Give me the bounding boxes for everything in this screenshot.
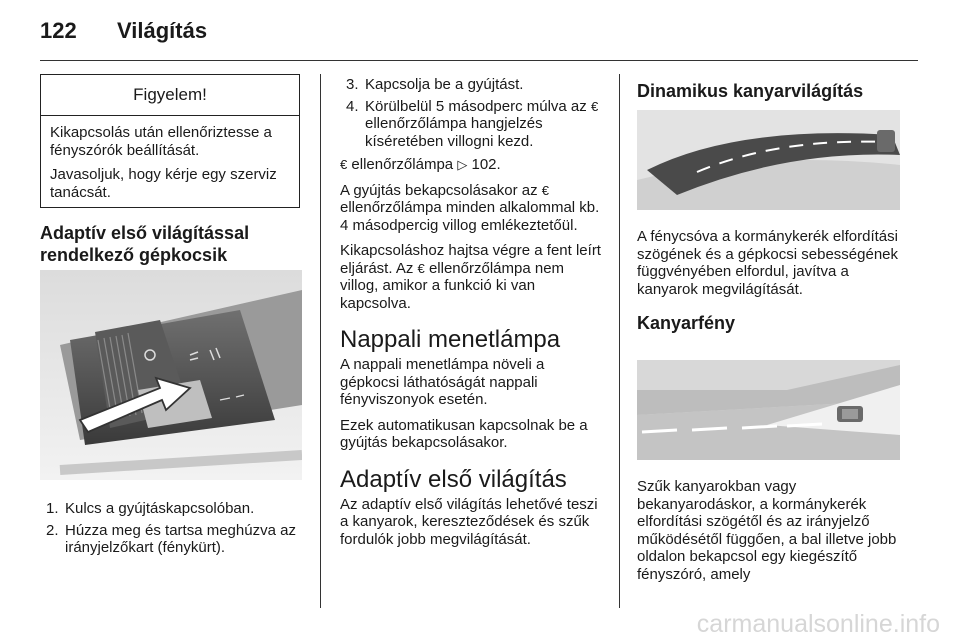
headlamp-symbol-icon: €	[417, 260, 425, 276]
step-text: ellenőrzőlámpa hangjelzés kíséretében villogni kezd.	[365, 115, 543, 150]
headlamp-symbol-icon: €	[541, 182, 550, 198]
turn-signal-stalk-image	[40, 270, 302, 480]
section-heading-corner: Kanyarfény	[637, 313, 736, 333]
section-heading-daytime: Nappali menetlámpa	[340, 326, 561, 353]
list-item	[340, 98, 606, 151]
page-reference-arrow-icon: ▷	[457, 157, 468, 172]
list-item	[40, 522, 302, 557]
paragraph: A nappali menetlámpa növeli a gépkocsi láthatóságát nappali fényviszonyok esetén.	[340, 356, 545, 408]
watermark: carmanualsonline.info	[696, 610, 940, 638]
step-number: 4.	[346, 97, 359, 115]
step-text: Húzza meg és tartsa meghúzva az irányjelzőkart (fénykürt).	[65, 521, 296, 556]
column-divider-1	[320, 74, 321, 608]
step-text: Kapcsolja be a gyújtást.	[365, 76, 524, 93]
stalk-illustration	[40, 270, 302, 480]
list-item	[340, 76, 606, 94]
step-text: Kulcs a gyújtáskapcsolóban.	[65, 500, 255, 517]
warning-box	[40, 74, 300, 208]
step-number: 1.	[46, 500, 59, 517]
paragraph: Kikapcsoláshoz hajtsa végre a fent leírt eljárást. Az € ellenőrzőlámpa nem villog, amikor a funkció ki van kapcsolva.	[340, 242, 601, 312]
headlamp-symbol-icon: €	[590, 98, 599, 114]
section-heading-afl: Adaptív első világítás	[340, 465, 567, 493]
section-title: Világítás	[117, 18, 208, 43]
list-item	[40, 500, 302, 518]
step-text: Körülbelül 5 másodperc múlva az	[365, 97, 587, 115]
paragraph: Az adaptív első világítás lehetővé teszi a kanyarok, kereszteződések és szűk fordulók jobb megvilágítását.	[340, 495, 598, 548]
warning-paragraph: Kikapcsolás után ellenőriztesse a fényszórók beállítását.	[50, 124, 272, 159]
header-rule	[40, 60, 918, 61]
page-number: 122	[40, 18, 77, 43]
reference-line: € ellenőrzőlámpa ▷ 102.	[340, 156, 501, 173]
step-number: 3.	[346, 76, 359, 93]
cornering-light-illustration	[637, 360, 900, 460]
cornering-light-image	[637, 360, 900, 460]
warning-title: Figyelem!	[41, 75, 299, 116]
step-number: 2.	[46, 521, 59, 539]
paragraph: Szűk kanyarokban vagy bekanyarodáskor, a kormánykerék elfordítási szögétől és az irányjelző működésétől függően, a bal illetve jobb oldalon bekapcsol egy kiegészítő fényszóró, amely	[637, 478, 897, 583]
dynamic-bending-illustration	[637, 110, 900, 210]
paragraph: Ezek automatikusan kapcsolnak be a gyújtás bekapcsolásakor.	[340, 416, 588, 451]
column-divider-2	[619, 74, 620, 608]
warning-paragraph: Javasoljuk, hogy kérje egy szerviz tanácsát.	[50, 166, 277, 201]
headlamp-symbol-icon: €	[340, 157, 348, 172]
dynamic-bending-image	[637, 110, 900, 210]
paragraph: A gyújtás bekapcsolásakor az € ellenőrzőlámpa minden alkalommal kb. 4 másodpercig villog emlékeztetőül.	[340, 181, 600, 234]
section-heading-afl-vehicles: Adaptív első világítással rendelkező gépkocsik	[40, 223, 250, 265]
paragraph: A fénycsóva a kormánykerék elfordítási szögének és a gépkocsi sebességének függvényében elfordul, javítva a kanyarok megvilágítását.	[637, 228, 899, 298]
section-heading-dynamic: Dinamikus kanyarvilágítás	[637, 81, 864, 101]
page-reference: 102.	[471, 156, 501, 173]
